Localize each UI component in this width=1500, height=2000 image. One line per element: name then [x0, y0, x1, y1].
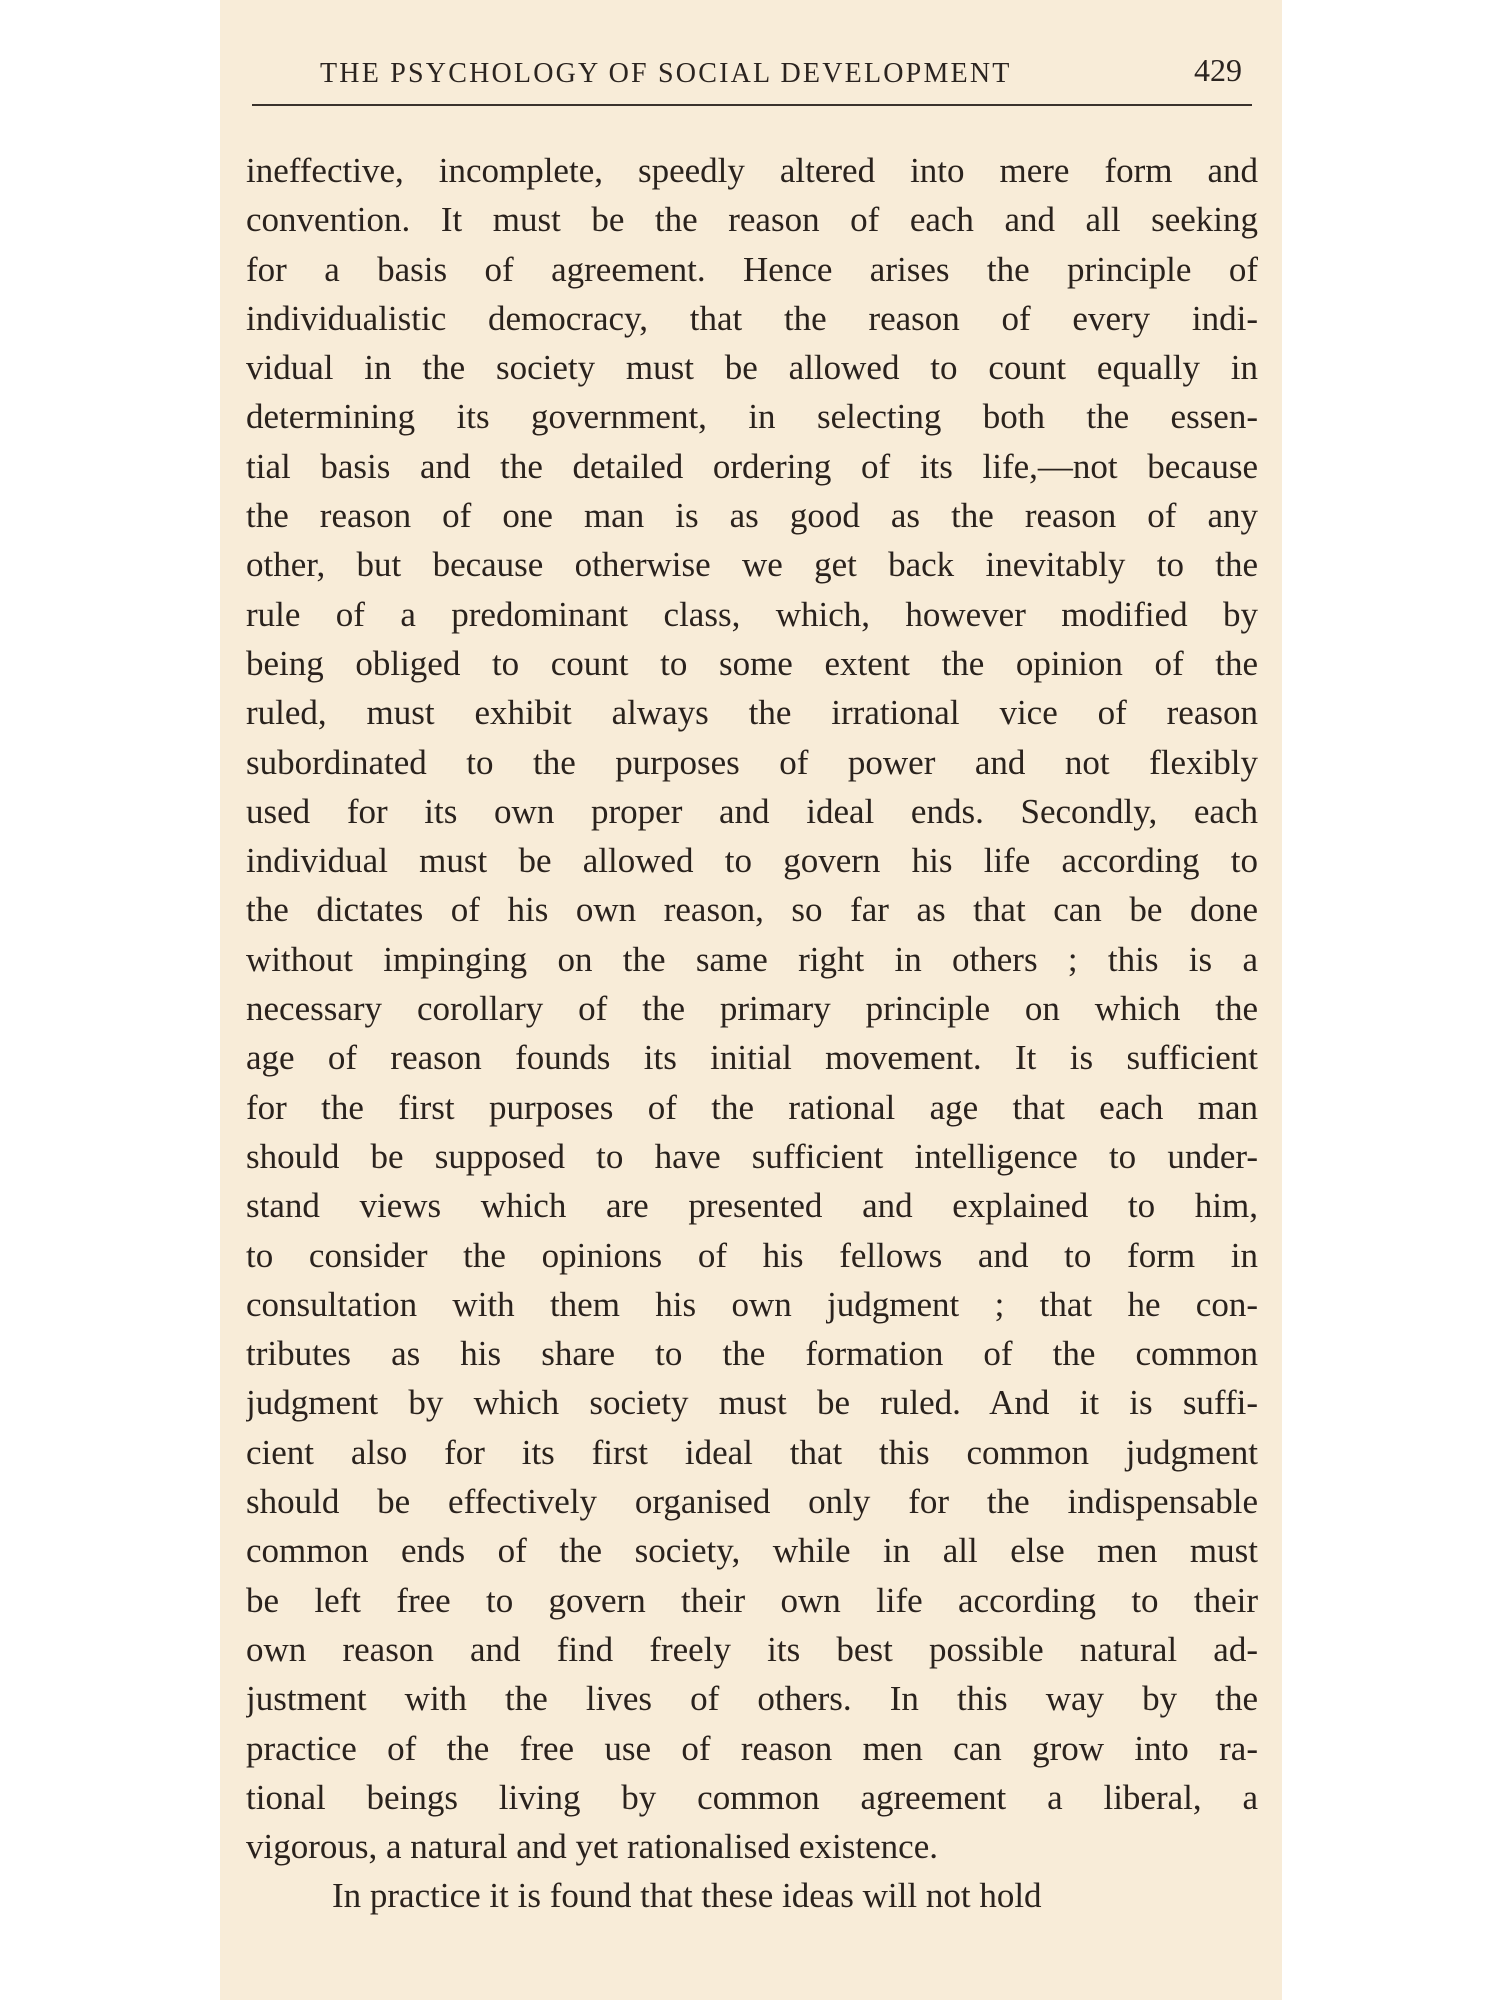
book-page	[220, 0, 1282, 2000]
text-line: without impinging on the same right in others ; this is a	[246, 939, 1258, 979]
text-line: rule of a predominant class, which, however modified by	[246, 594, 1258, 634]
text-line: vigorous, a natural and yet rationalised existence.	[246, 1827, 938, 1867]
text-line: justment with the lives of others. In this way by the	[246, 1679, 1258, 1719]
text-line: determining its government, in selecting both the essen-	[246, 397, 1258, 437]
text-line: being obliged to count to some extent the opinion of the	[246, 643, 1258, 683]
running-title: THE PSYCHOLOGY OF SOCIAL DEVELOPMENT	[320, 58, 1012, 89]
body-text	[246, 146, 1258, 1921]
text-line: be left free to govern their own life according to their	[246, 1580, 1258, 1620]
text-line: the dictates of his own reason, so far as that can be done	[246, 890, 1258, 930]
text-line: convention. It must be the reason of each and all seeking	[246, 200, 1258, 240]
text-line: tial basis and the detailed ordering of its life,—not because	[246, 446, 1258, 486]
text-line: judgment by which society must be ruled. And it is suffi-	[246, 1383, 1258, 1423]
text-line: In practice it is found that these ideas will not hold	[332, 1876, 1042, 1916]
paragraph	[246, 1871, 1258, 1920]
text-line: should be supposed to have sufficient intelligence to under-	[246, 1136, 1258, 1176]
text-line: subordinated to the purposes of power and not flexibly	[246, 742, 1258, 782]
text-line: ruled, must exhibit always the irrational vice of reason	[246, 693, 1258, 733]
text-line: individualistic democracy, that the reason of every indi-	[246, 298, 1258, 338]
text-line: the reason of one man is as good as the reason of any	[246, 496, 1258, 536]
text-line: common ends of the society, while in all else men must	[246, 1531, 1258, 1571]
text-line: for a basis of agreement. Hence arises the principle of	[246, 249, 1258, 289]
text-line: to consider the opinions of his fellows and to form in	[246, 1235, 1258, 1275]
text-line: individual must be allowed to govern his life according to	[246, 841, 1258, 881]
text-line: other, but because otherwise we get back inevitably to the	[246, 545, 1258, 585]
page-number: 429	[1194, 52, 1242, 88]
header-rule	[252, 104, 1252, 106]
text-line: consultation with them his own judgment ; that he con-	[246, 1284, 1258, 1324]
text-line: for the first purposes of the rational age that each man	[246, 1087, 1258, 1127]
running-header	[252, 50, 1252, 100]
text-line: should be effectively organised only for the indispensable	[246, 1482, 1258, 1522]
text-line: practice of the free use of reason men can grow into ra-	[246, 1728, 1258, 1768]
text-line: vidual in the society must be allowed to count equally in	[246, 348, 1258, 388]
paragraph	[246, 146, 1258, 1871]
text-line: ineffective, incomplete, speedly altered into mere form and	[246, 151, 1258, 190]
text-line: tributes as his share to the formation of the common	[246, 1334, 1258, 1374]
text-line: stand views which are presented and explained to him,	[246, 1186, 1258, 1226]
text-line: cient also for its first ideal that this common judgment	[246, 1432, 1258, 1472]
text-line: tional beings living by common agreement a liberal, a	[246, 1777, 1258, 1817]
text-line: necessary corollary of the primary principle on which the	[246, 989, 1258, 1029]
text-line: age of reason founds its initial movement. It is sufficient	[246, 1038, 1258, 1078]
text-line: own reason and find freely its best possible natural ad-	[246, 1629, 1258, 1669]
text-line: used for its own proper and ideal ends. Secondly, each	[246, 791, 1258, 831]
